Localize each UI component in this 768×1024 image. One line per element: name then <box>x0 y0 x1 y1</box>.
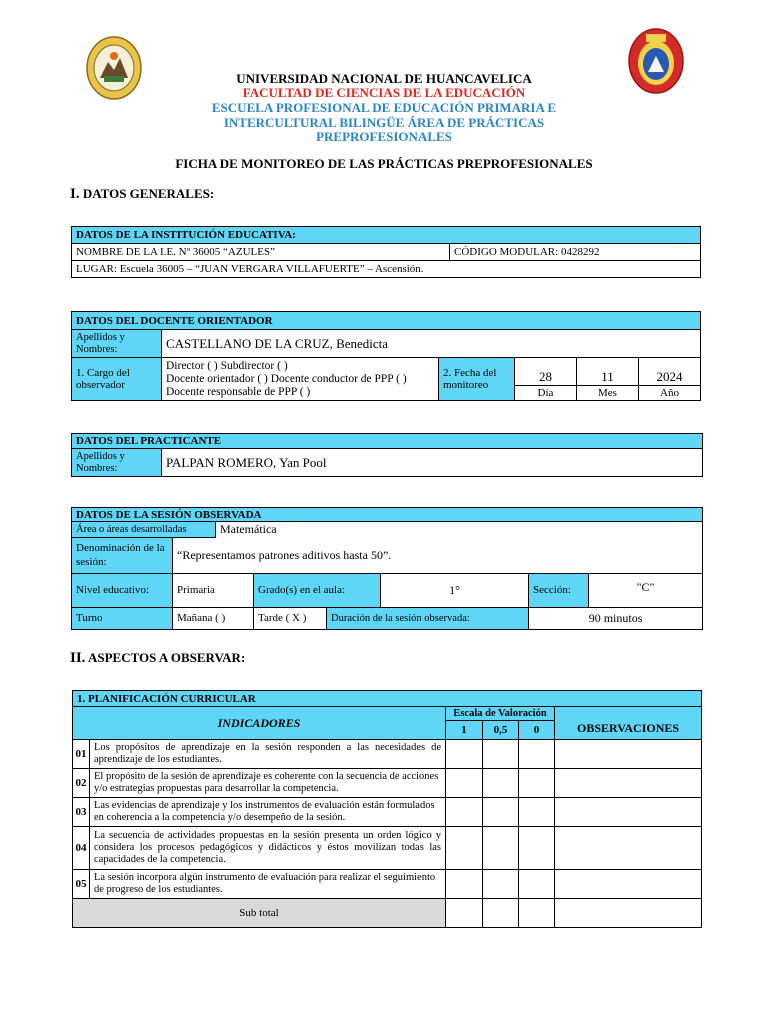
grado-label: Grado(s) en el aula: <box>254 573 381 607</box>
observation-cell[interactable] <box>555 798 702 827</box>
observaciones-header: OBSERVACIONES <box>555 721 702 740</box>
seccion-label: Sección: <box>529 573 589 607</box>
duracion-value: 90 minutos <box>529 607 703 629</box>
indicator-text: La secuencia de actividades propuestas en la sesión presenta un orden lógico y considera los procesos pedagógicos y didácticos y éstos movilizan todas las capacidades de la competencia. <box>90 827 446 870</box>
institution-place: LUGAR: Escuela 36005 – “JUAN VERGARA VILLAFUERTE” – Ascensión. <box>72 261 701 278</box>
faculty-name: FACULTAD DE CIENCIAS DE LA EDUCACIÓN <box>242 85 526 100</box>
score-cell-1[interactable] <box>446 827 483 870</box>
cargo-options <box>162 358 439 401</box>
score-cell-0[interactable] <box>519 740 555 769</box>
practicante-header: DATOS DEL PRACTICANTE <box>72 434 703 449</box>
score-cell-05[interactable] <box>483 740 519 769</box>
fecha-month: 11 <box>577 358 639 386</box>
section-1-title <box>70 186 214 203</box>
section-1-label: DATOS GENERALES: <box>82 186 215 201</box>
indicator-text: El propósito de la sesión de aprendizaje es coherente con la secuencia de acciones y/o estrategias propuestas para desarrollar la competencia. <box>90 769 446 798</box>
observation-cell[interactable] <box>555 870 702 899</box>
turno-manana: Mañana ( ) <box>173 607 254 629</box>
nivel-value: Primaria <box>173 573 254 607</box>
escala-05: 0,5 <box>483 721 519 740</box>
indicator-number: 04 <box>73 827 90 870</box>
institution-name: NOMBRE DE LA I.E. Nº 36005 “AZULES” <box>72 244 450 261</box>
escala-1: 1 <box>446 721 483 740</box>
university-name: UNIVERSIDAD NACIONAL DE HUANCAVELICA <box>236 71 532 86</box>
fecha-year: 2024 <box>639 358 701 386</box>
observation-cell[interactable] <box>555 827 702 870</box>
institution-header: DATOS DE LA INSTITUCIÓN EDUCATIVA: <box>72 227 701 244</box>
subtotal-observation-cell[interactable] <box>555 899 702 928</box>
docente-table <box>71 311 701 401</box>
docente-names-label: Apellidos y Nombres: <box>72 330 162 358</box>
escala-header: Escala de Valoración <box>446 707 555 721</box>
indicadores-header: INDICADORES <box>73 707 446 740</box>
indicator-number: 02 <box>73 769 90 798</box>
nivel-label: Nivel educativo: <box>72 573 173 607</box>
grado-value: 1° <box>381 573 529 607</box>
observation-cell[interactable] <box>555 769 702 798</box>
indicator-number: 05 <box>73 870 90 899</box>
docente-names-value: CASTELLANO DE LA CRUZ, Benedicta <box>162 330 701 358</box>
score-cell-0[interactable] <box>519 827 555 870</box>
fecha-day: 28 <box>515 358 577 386</box>
planificacion-table <box>72 690 702 928</box>
subtotal-label: Sub total <box>73 899 446 928</box>
institution-table <box>71 226 701 278</box>
seccion-value: "C" <box>589 573 703 607</box>
section-2-label: ASPECTOS A OBSERVAR: <box>87 650 246 665</box>
school-name-line3: PREPROFESIONALES <box>316 129 452 144</box>
docente-header: DATOS DEL DOCENTE ORIENTADOR <box>72 312 701 330</box>
cargo-option-director: Director ( ) Subdirector ( ) <box>166 359 288 372</box>
indicator-number: 01 <box>73 740 90 769</box>
score-cell-05[interactable] <box>483 827 519 870</box>
fecha-month-label: Mes <box>577 386 639 401</box>
cargo-option-orientador: Docente orientador ( ) Docente conductor de PPP ( ) <box>166 372 407 385</box>
score-cell-1[interactable] <box>446 769 483 798</box>
section-2-title <box>70 650 245 667</box>
cargo-option-responsable: Docente responsable de PPP ( ) <box>166 385 311 398</box>
sesion-header: DATOS DE LA SESIÓN OBSERVADA <box>72 508 703 522</box>
area-value: Matemática <box>216 522 703 538</box>
area-label: Área o áreas desarrolladas <box>72 522 216 538</box>
duracion-label: Duración de la sesión observada: <box>327 607 529 629</box>
indicator-text: Los propósitos de aprendizaje en la sesión responden a las necesidades de aprendizaje de los estudiantes. <box>90 740 446 769</box>
cargo-label: 1. Cargo del observador <box>72 358 162 401</box>
fecha-day-label: Día <box>515 386 577 401</box>
indicator-text: La sesión incorpora algún instrumento de evaluación para realizar el seguimiento de progreso de los estudiantes. <box>90 870 446 899</box>
sesion-table <box>71 507 703 630</box>
practicante-names-value: PALPAN ROMERO, Yan Pool <box>162 449 703 477</box>
section-1-number: I. <box>70 186 80 202</box>
school-name-line2: INTERCULTURAL BILINGÜE ÁREA DE PRÁCTICAS <box>223 115 545 130</box>
observaciones-header-top <box>555 707 702 721</box>
score-cell-05[interactable] <box>483 870 519 899</box>
subtotal-cell-1[interactable] <box>446 899 483 928</box>
practicante-table <box>71 433 703 477</box>
observation-cell[interactable] <box>555 740 702 769</box>
denominacion-label: Denominación de la sesión: <box>72 537 173 573</box>
planificacion-header: 1. PLANIFICACIÓN CURRICULAR <box>73 691 702 707</box>
score-cell-0[interactable] <box>519 769 555 798</box>
section-2-number: II. <box>70 650 86 666</box>
score-cell-0[interactable] <box>519 798 555 827</box>
turno-tarde: Tarde ( X ) <box>254 607 327 629</box>
document-title: FICHA DE MONITOREO DE LAS PRÁCTICAS PREPROFESIONALES <box>175 156 593 171</box>
indicator-text: Las evidencias de aprendizaje y los instrumentos de evaluación están formulados en coherencia a la competencia y/o desempeño de la sesión. <box>90 798 446 827</box>
institution-code: CÓDIGO MODULAR: 0428292 <box>450 244 701 261</box>
score-cell-05[interactable] <box>483 769 519 798</box>
practicante-names-label: Apellidos y Nombres: <box>72 449 162 477</box>
score-cell-05[interactable] <box>483 798 519 827</box>
denominacion-value: “Representamos patrones aditivos hasta 50”. <box>173 537 703 573</box>
fecha-label: 2. Fecha del monitoreo <box>439 358 515 401</box>
escala-0: 0 <box>519 721 555 740</box>
school-name-line1: ESCUELA PROFESIONAL DE EDUCACIÓN PRIMARIA E <box>211 100 557 115</box>
score-cell-1[interactable] <box>446 798 483 827</box>
indicator-number: 03 <box>73 798 90 827</box>
subtotal-cell-0[interactable] <box>519 899 555 928</box>
turno-label: Turno <box>72 607 173 629</box>
score-cell-1[interactable] <box>446 740 483 769</box>
score-cell-1[interactable] <box>446 870 483 899</box>
score-cell-0[interactable] <box>519 870 555 899</box>
fecha-year-label: Año <box>639 386 701 401</box>
subtotal-cell-05[interactable] <box>483 899 519 928</box>
